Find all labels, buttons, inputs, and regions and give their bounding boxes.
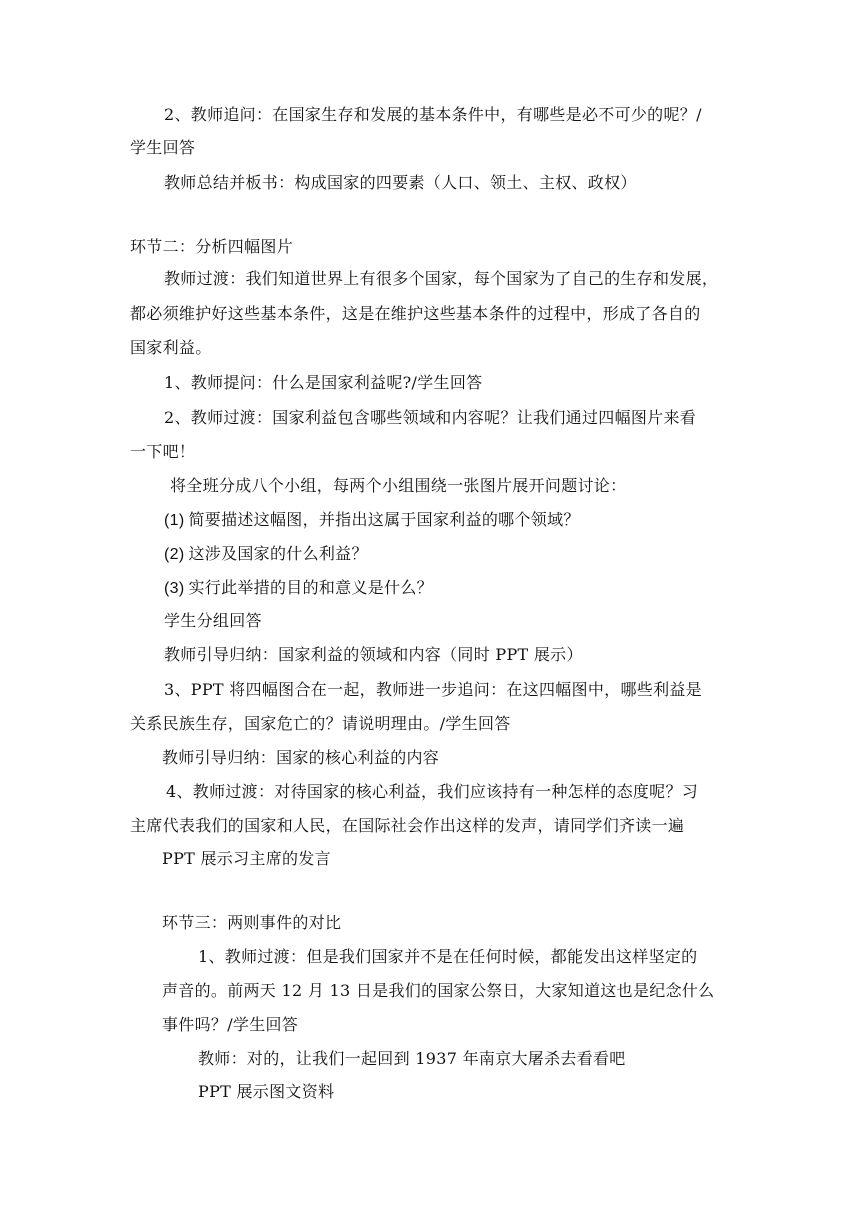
question-text: 实行此举措的目的和意义是什么？ [188,578,433,597]
paragraph-guided-summary: 教师引导归纳：国家利益的领域和内容（同时 PPT 展示） [164,645,583,664]
paragraph-four-pictures-cont: 一下吧！ [130,442,196,461]
paragraph-teacher-question: 1、教师提问：什么是国家利益呢?/学生回答 [164,373,483,392]
question-text: 这涉及国家的什么利益？ [188,544,368,563]
paragraph-teacher-transition-cont: 都必须维护好这些基本条件，这是在维护这些基本条件的过程中，形成了各自的 [130,304,701,323]
paragraph-attitude: 4、教师过渡：对待国家的核心利益，我们应该持有一种怎样的态度呢？习 [166,782,699,801]
paragraph-teacher-summary: 教师总结并板书：构成国家的四要素（人口、领土、主权、政权） [164,173,637,192]
question-text: 简要描述这幅图，并指出这属于国家利益的哪个领域？ [188,510,580,529]
paragraph-nanjing: 教师：对的，让我们一起回到 1937 年南京大屠杀去看看吧 [198,1049,626,1068]
discussion-question-3 [164,577,433,600]
question-number: (2) [164,546,185,563]
paragraph-attitude-cont: 主席代表我们的国家和人民，在国际社会作出这样的发声，请同学们齐读一遍 [130,816,685,835]
section-heading-3: 环节三：两则事件的对比 [162,913,342,932]
paragraph-followup-question: 2、教师追问：在国家生存和发展的基本条件中，有哪些是必不可少的呢？/ [164,105,702,124]
paragraph-teacher-transition-end: 国家利益。 [130,338,212,357]
question-number: (1) [164,512,185,529]
paragraph-memorial-day: 1、教师过渡：但是我们国家并不是在任何时候，都能发出这样坚定的 [198,947,698,966]
paragraph-ppt-combine: 3、PPT 将四幅图合在一起，教师进一步追问：在这四幅图中，哪些利益是 [164,680,702,699]
paragraph-memorial-day-end: 事件吗？/学生回答 [162,1015,299,1034]
paragraph-ppt-combine-cont: 关系民族生存，国家危亡的？请说明理由。/学生回答 [130,714,511,733]
discussion-question-1 [164,509,580,532]
paragraph-four-pictures: 2、教师过渡：国家利益包含哪些领域和内容呢？让我们通过四幅图片来看 [164,408,697,427]
question-number: (3) [164,580,185,597]
paragraph-ppt-speech: PPT 展示习主席的发言 [162,849,331,868]
paragraph-core-interest: 教师引导归纳：国家的核心利益的内容 [162,748,440,767]
discussion-question-2 [164,543,368,566]
paragraph-followup-question-cont: 学生回答 [130,138,196,157]
paragraph-ppt-materials: PPT 展示图文资料 [198,1082,335,1101]
paragraph-group-answers: 学生分组回答 [164,611,262,630]
paragraph-group-division: 将全班分成八个小组，每两个小组围绕一张图片展开问题讨论： [170,476,627,495]
paragraph-teacher-transition: 教师过渡：我们知道世界上有很多个国家，每个国家为了自己的生存和发展， [164,269,719,288]
paragraph-memorial-day-cont: 声音的。前两天 12 月 13 日是我们的国家公祭日，大家知道这也是纪念什么 [162,981,715,1000]
section-heading-2: 环节二：分析四幅图片 [130,237,294,256]
